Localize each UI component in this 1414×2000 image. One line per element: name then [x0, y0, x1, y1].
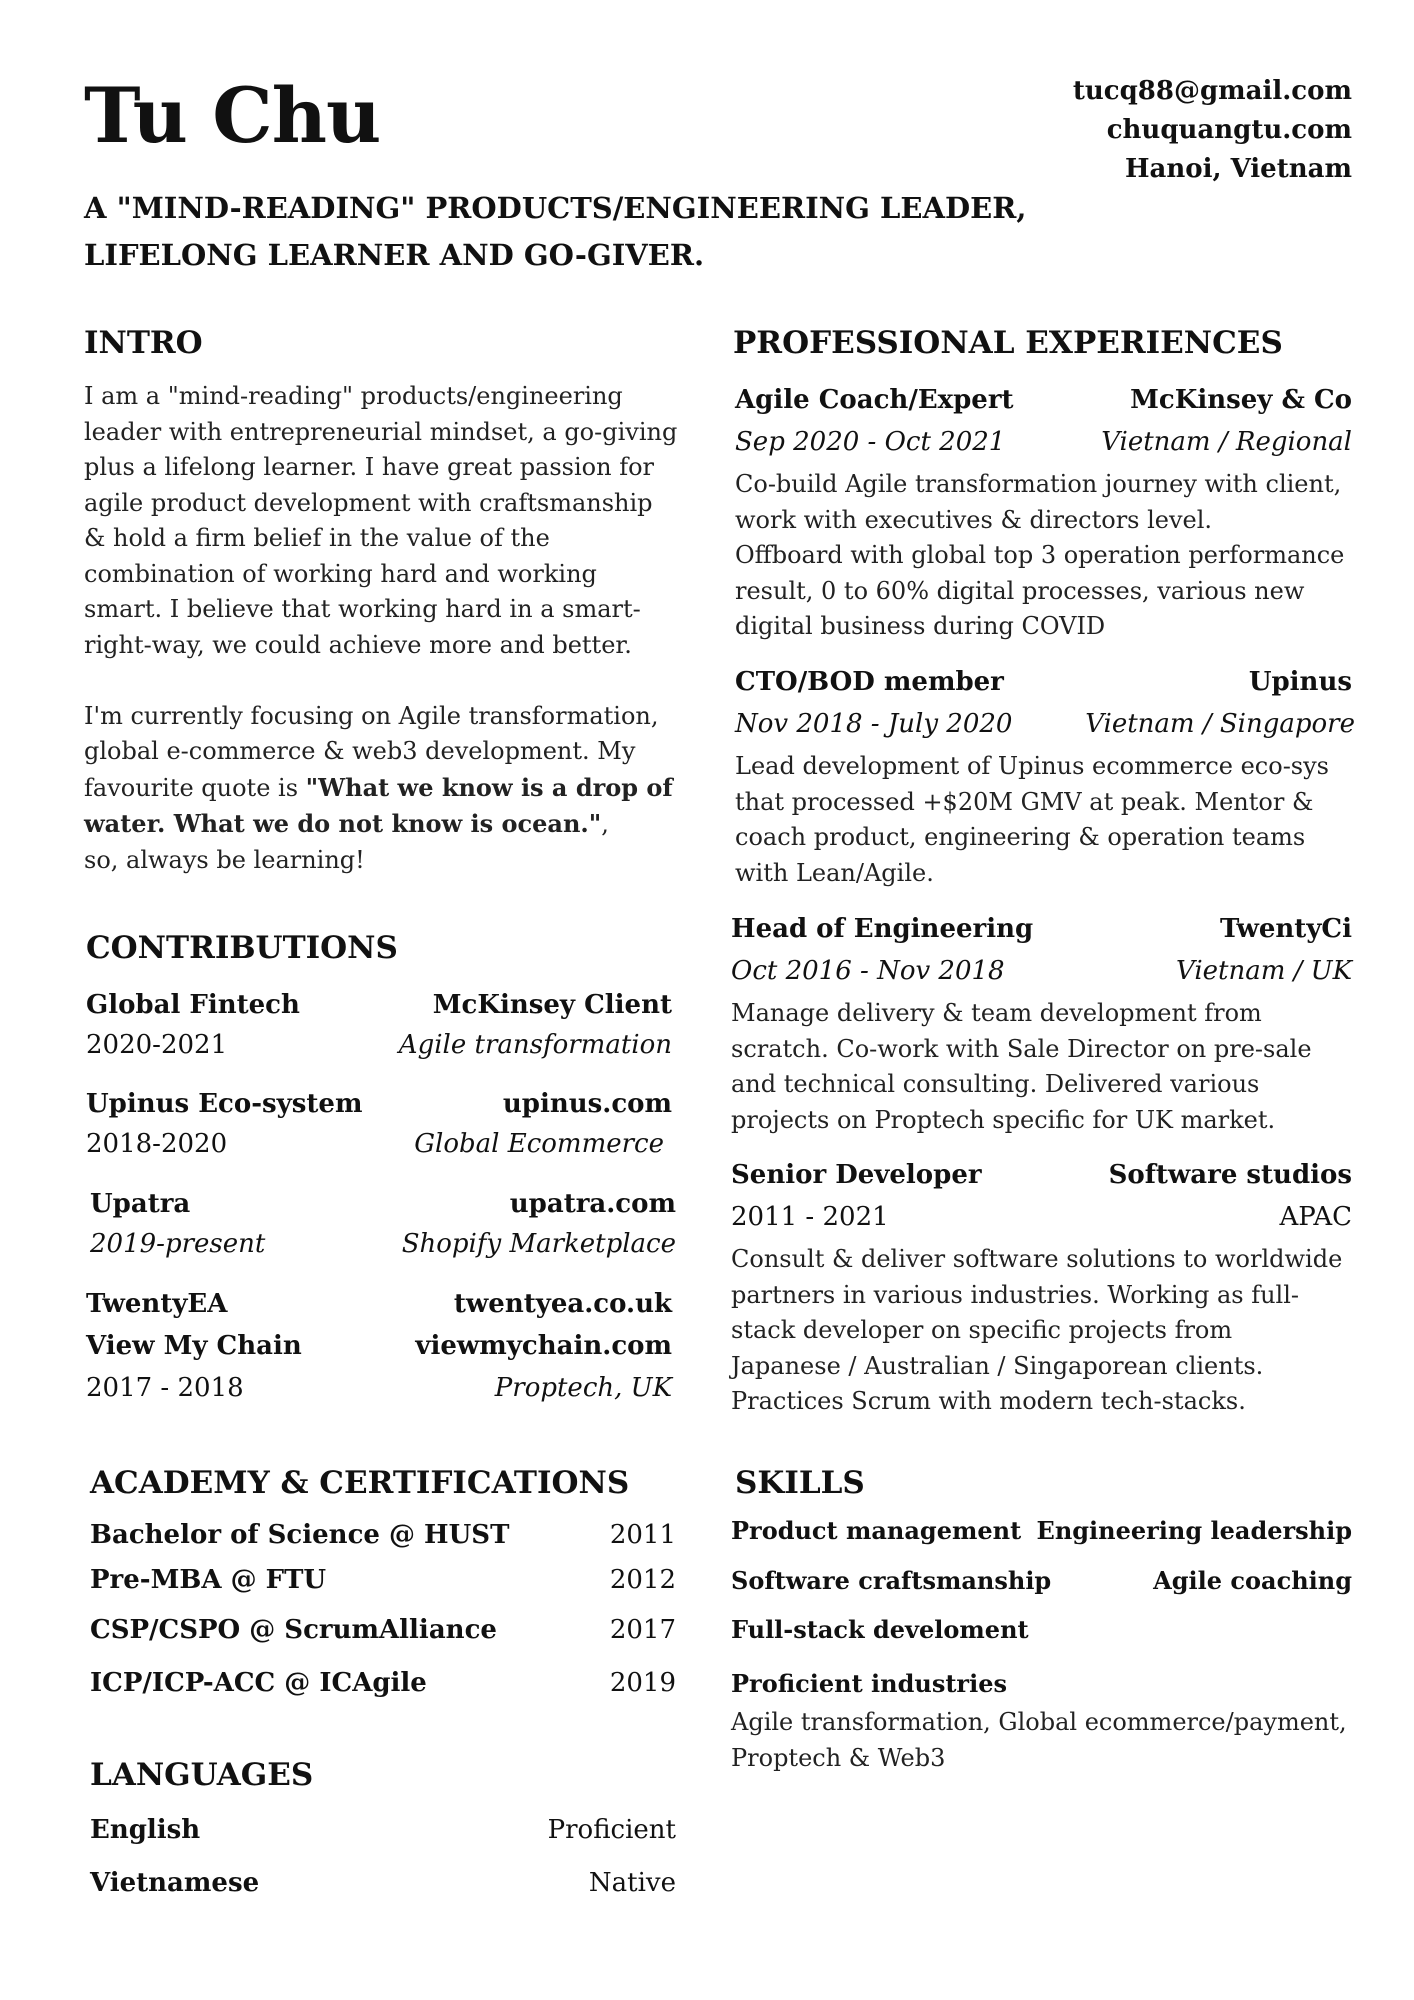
experience-company: Upinus: [1248, 667, 1352, 697]
experience-line: Co-build Agile transformation journey with client,: [735, 470, 1342, 498]
contribution-org: McKinsey Client: [432, 990, 672, 1020]
experience-line: coach product, engineering & operation teams: [735, 823, 1306, 851]
academy-item-name: CSP/CSPO @ ScrumAlliance: [90, 1615, 497, 1645]
intro-line: I am a "mind-reading" products/engineering: [84, 382, 623, 410]
contribution-title: Upatra: [90, 1189, 191, 1219]
intro-text: [84, 379, 684, 878]
intro-line: leader with entrepreneurial mindset, a go-giving: [84, 417, 678, 446]
experience-line: Offboard with global top 3 operation performance: [735, 541, 1345, 569]
experience-role: Agile Coach/Expert: [735, 385, 1014, 415]
experience-role: Senior Developer: [731, 1160, 982, 1190]
experience-line: stack developer on specific projects from: [731, 1316, 1233, 1344]
skill-item: Full-stack develoment: [731, 1615, 1029, 1644]
experience-line: digital business during COVID: [735, 612, 1106, 640]
industries-text: [731, 1705, 1352, 1776]
experience-period: Oct 2016 - Nov 2018: [731, 956, 1005, 986]
intro-text-span: ,: [601, 810, 609, 838]
favourite-quote: water. What we do not know is ocean.": [84, 809, 602, 838]
contribution-org: upinus.com: [502, 1089, 672, 1119]
industries-line: Proptech & Web3: [731, 1743, 946, 1772]
intro-line: I'm currently focusing on Agile transformation,: [84, 701, 659, 730]
intro-line: smart. I believe that working hard in a smart-: [84, 595, 641, 623]
contribution-period: 2018-2020: [86, 1129, 228, 1159]
skill-item: Software craftsmanship: [731, 1566, 1052, 1595]
email[interactable]: tucq88@gmail.com: [1072, 76, 1352, 106]
academy-item-year: 2017: [609, 1615, 676, 1645]
intro-line: combination of working hard and working: [84, 559, 597, 588]
skills-list: [731, 1516, 1352, 1776]
intro-line: [84, 806, 684, 843]
intro-line: & hold a firm belief in the value of the: [84, 524, 550, 552]
experience-period: Nov 2018 - July 2020: [735, 709, 1013, 739]
experience-period: Sep 2020 - Oct 2021: [735, 427, 1006, 457]
contribution-title: Upinus Eco-system: [86, 1089, 363, 1119]
intro-line: [84, 770, 684, 807]
experience-role: Head of Engineering: [731, 914, 1034, 944]
experience-line: Consult & deliver software solutions to worldwide: [731, 1245, 1343, 1273]
contribution-item: [86, 990, 672, 1070]
intro-text-span: favourite quote is: [84, 773, 306, 802]
contribution-org: upatra.com: [509, 1189, 676, 1219]
experience-location: Vietnam / Singapore: [1085, 709, 1355, 739]
experience-line: projects on Proptech specific for UK market.: [731, 1105, 1276, 1134]
skill-item: Engineering leadership: [1036, 1516, 1352, 1545]
experience-location: APAC: [1279, 1202, 1352, 1232]
favourite-quote: "What we know is a drop of: [305, 772, 673, 802]
contributions-heading: CONTRIBUTIONS: [86, 930, 398, 966]
contribution-period: 2017 - 2018: [86, 1373, 244, 1403]
intro-line: so, always be learning!: [84, 845, 365, 874]
website[interactable]: chuquangtu.com: [1106, 115, 1352, 145]
contribution-org: twentyea.co.uk: [453, 1289, 672, 1319]
experience-role: CTO/BOD member: [735, 667, 1004, 697]
academy-item-year: 2011: [609, 1520, 676, 1550]
experience-company: TwentyCi: [1219, 914, 1352, 944]
resume-name: Tu Chu: [84, 71, 381, 160]
experience-line: that processed +$20M GMV at peak. Mentor &: [735, 787, 1314, 816]
experience-item: [731, 1160, 1352, 1420]
intro-line: right-way, we could achieve more and better.: [84, 630, 632, 659]
contribution-title: TwentyEA: [86, 1289, 228, 1319]
experience-period: 2011 - 2021: [731, 1202, 889, 1232]
contribution-period: 2019-present: [90, 1229, 266, 1259]
experience-desc: [735, 749, 1352, 891]
language-level: Proficient: [547, 1815, 676, 1845]
experience-item: [731, 914, 1352, 1138]
contribution-desc: Global Ecommerce: [414, 1129, 664, 1159]
contribution-item: [86, 1089, 672, 1169]
academy-item-year: 2019: [609, 1668, 676, 1698]
experience-line: partners in various industries. Working as full-: [731, 1280, 1300, 1309]
intro-line: global e-commerce & web3 development. My: [84, 737, 636, 765]
industries-heading: Proficient industries: [731, 1669, 1007, 1698]
experience-heading: PROFESSIONAL EXPERIENCES: [733, 325, 1283, 361]
skills-heading: SKILLS: [735, 1465, 865, 1501]
experience-line: work with executives & directors level.: [735, 505, 1213, 534]
experience-company: McKinsey & Co: [1130, 385, 1352, 415]
tagline: [84, 185, 1026, 279]
experience-item: [735, 385, 1352, 645]
intro-heading: INTRO: [84, 325, 203, 361]
industries-line: Agile transformation, Global ecommerce/payment,: [731, 1708, 1347, 1736]
intro-line: plus a lifelong learner. I have great passion for: [84, 453, 655, 481]
contribution-period: 2020-2021: [86, 1030, 228, 1060]
experience-desc: [731, 996, 1352, 1138]
experience-line: and technical consulting. Delivered various: [731, 1070, 1260, 1098]
academy-item-name: Bachelor of Science @ HUST: [90, 1520, 510, 1550]
experience-line: with Lean/Agile.: [735, 858, 934, 887]
language-name: Vietnamese: [90, 1868, 260, 1898]
contribution-title: View My Chain: [86, 1331, 302, 1361]
location: Hanoi, Vietnam: [1124, 154, 1352, 184]
experience-location: Vietnam / Regional: [1101, 427, 1352, 457]
experience-line: Japanese / Australian / Singaporean clients.: [731, 1351, 1264, 1380]
experience-desc: [735, 467, 1352, 645]
skill-item: Product management: [731, 1516, 1022, 1545]
contribution-desc: Agile transformation: [398, 1030, 672, 1060]
academy-list: [90, 1520, 676, 1715]
tagline-line: LIFELONG LEARNER AND GO-GIVER.: [84, 238, 705, 272]
contribution-item: [90, 1189, 676, 1269]
academy-heading: ACADEMY & CERTIFICATIONS: [90, 1465, 630, 1501]
experience-desc: [731, 1242, 1352, 1420]
language-name: English: [90, 1815, 201, 1845]
language-level: Native: [588, 1868, 676, 1898]
experience-line: result, 0 to 60% digital processes, various new: [735, 576, 1305, 605]
experience-line: Lead development of Upinus ecommerce eco-sys: [735, 752, 1329, 780]
tagline-line: A "MIND-READING" PRODUCTS/ENGINEERING LEADER,: [84, 191, 1027, 225]
contribution-desc: Proptech, UK: [494, 1373, 672, 1403]
contribution-title: Global Fintech: [86, 990, 300, 1020]
contribution-org: viewmychain.com: [415, 1331, 672, 1361]
contact-block: [1073, 72, 1352, 189]
academy-item-year: 2012: [609, 1565, 676, 1595]
experience-location: Vietnam / UK: [1176, 956, 1352, 986]
experience-company: Software studios: [1108, 1160, 1352, 1190]
experience-line: scratch. Co-work with Sale Director on pre-sale: [731, 1034, 1312, 1063]
contribution-desc: Shopify Marketplace: [401, 1229, 676, 1259]
languages-heading: LANGUAGES: [90, 1757, 314, 1793]
contribution-item: [86, 1289, 672, 1415]
experience-line: Practices Scrum with modern tech-stacks.: [731, 1387, 1246, 1415]
skill-item: Agile coaching: [1153, 1566, 1352, 1595]
experience-line: Manage delivery & team development from: [731, 999, 1262, 1027]
academy-item-name: ICP/ICP-ACC @ ICAgile: [90, 1668, 427, 1698]
academy-item-name: Pre-MBA @ FTU: [90, 1565, 327, 1595]
experience-item: [735, 667, 1355, 891]
languages-list: [90, 1815, 676, 1921]
intro-line: agile product development with craftsmanship: [84, 488, 653, 517]
